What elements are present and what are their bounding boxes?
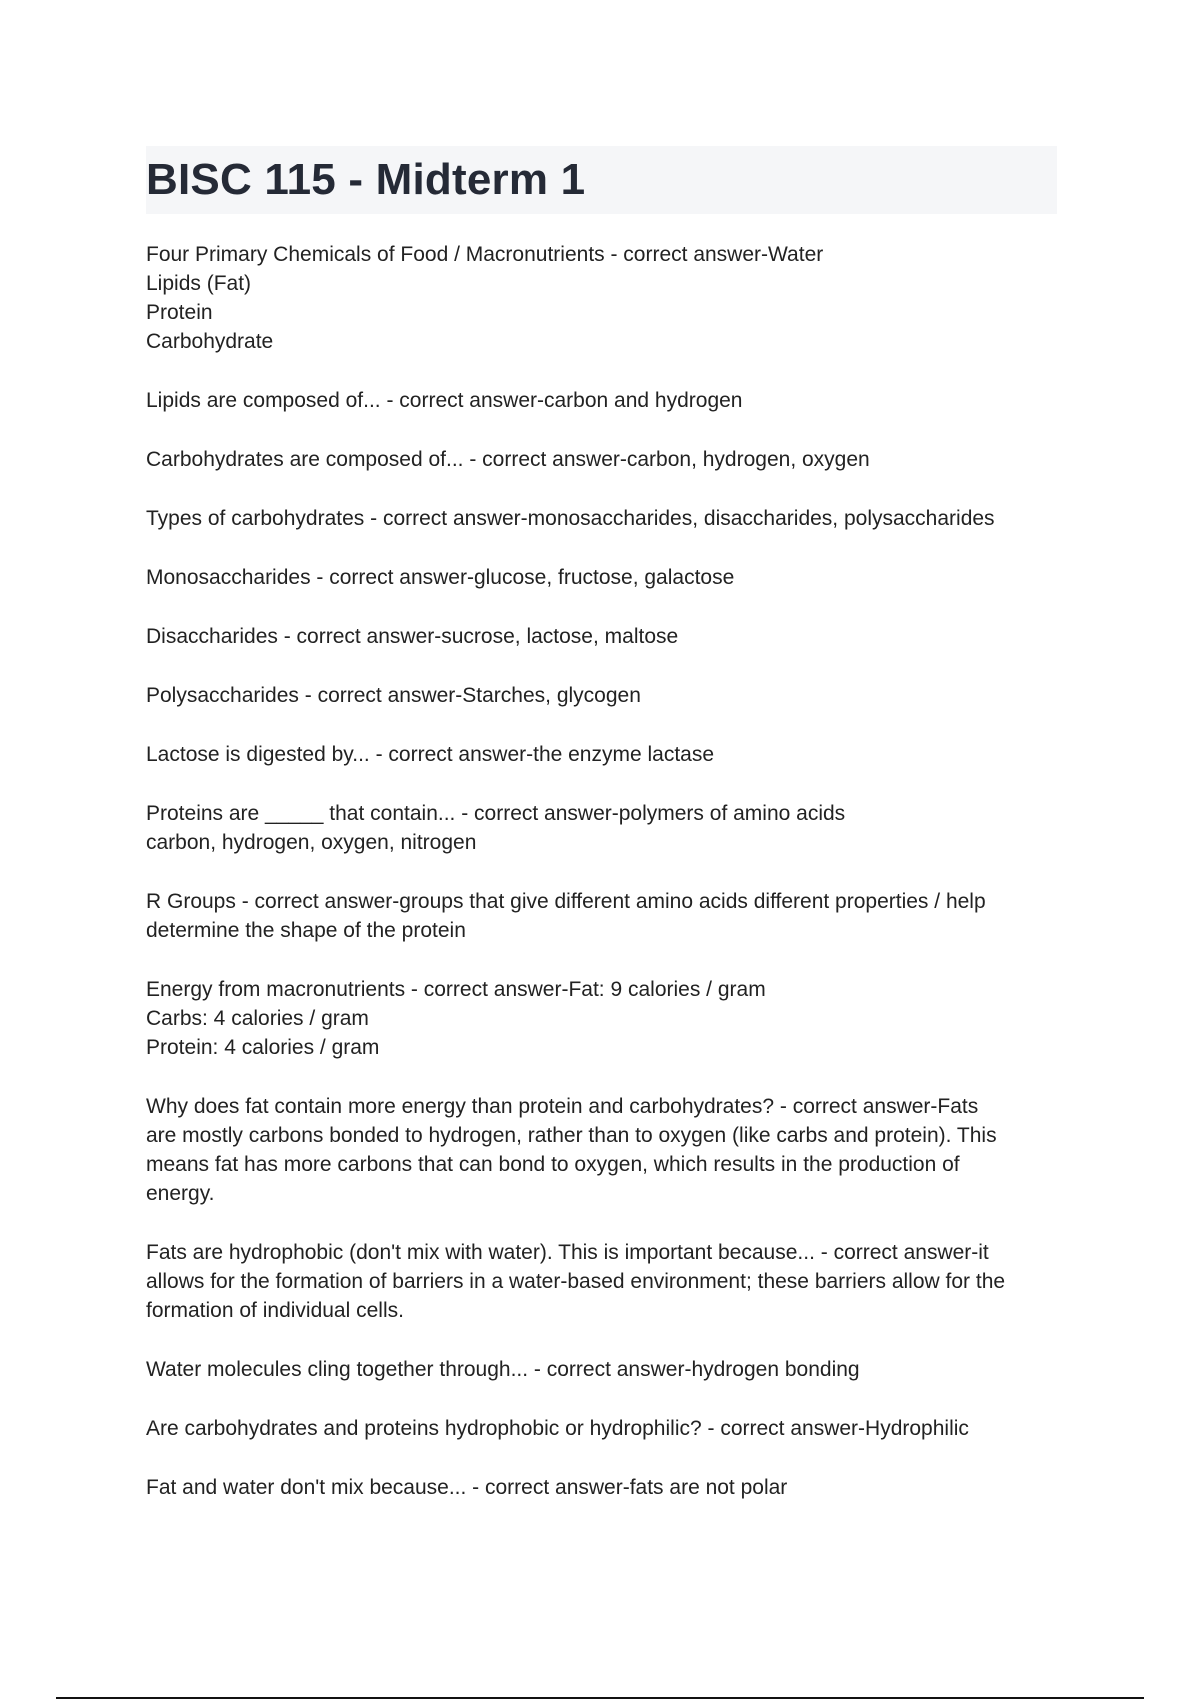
entry-line: Fats are hydrophobic (don't mix with water). This is important because... - correct answer-it: [146, 1241, 989, 1264]
flashcard-entry: [146, 445, 1066, 474]
entry-line: are mostly carbons bonded to hydrogen, rather than to oxygen (like carbs and protein). This: [146, 1124, 997, 1147]
entry-line: Disaccharides - correct answer-sucrose, lactose, maltose: [146, 625, 679, 648]
entry-line: Proteins are _____ that contain... - correct answer-polymers of amino acids: [146, 802, 846, 825]
entry-line: Lipids are composed of... - correct answer-carbon and hydrogen: [146, 389, 743, 412]
flashcard-entry: [146, 1092, 1066, 1208]
entry-line: energy.: [146, 1182, 215, 1205]
entry-line: Protein: 4 calories / gram: [146, 1036, 380, 1059]
flashcard-entry: [146, 622, 1066, 651]
flashcard-entry: [146, 1238, 1066, 1325]
entry-line: R Groups - correct answer-groups that give different amino acids different properties / help: [146, 890, 986, 913]
entry-line: Lipids (Fat): [146, 272, 252, 295]
flashcard-entry: [146, 1414, 1066, 1443]
entry-line: Carbohydrate: [146, 330, 274, 353]
entry-line: Carbohydrates are composed of... - correct answer-carbon, hydrogen, oxygen: [146, 448, 870, 471]
flashcard-entry: [146, 1355, 1066, 1384]
flashcard-entry: [146, 240, 1066, 356]
flashcard-entry: [146, 1473, 1066, 1502]
title-banner: [146, 146, 1057, 214]
footer-divider: [56, 1697, 1144, 1699]
flashcard-list: [146, 240, 1066, 1532]
flashcard-entry: [146, 887, 1066, 945]
entry-line: Lactose is digested by... - correct answer-the enzyme lactase: [146, 743, 715, 766]
flashcard-entry: [146, 504, 1066, 533]
entry-line: Carbs: 4 calories / gram: [146, 1007, 369, 1030]
entry-line: Energy from macronutrients - correct answer-Fat: 9 calories / gram: [146, 978, 766, 1001]
entry-line: Four Primary Chemicals of Food / Macronutrients - correct answer-Water: [146, 243, 824, 266]
entry-line: carbon, hydrogen, oxygen, nitrogen: [146, 831, 477, 854]
entry-line: Fat and water don't mix because... - correct answer-fats are not polar: [146, 1476, 788, 1499]
entry-line: determine the shape of the protein: [146, 919, 466, 942]
entry-line: means fat has more carbons that can bond to oxygen, which results in the production of: [146, 1153, 960, 1176]
flashcard-entry: [146, 740, 1066, 769]
flashcard-entry: [146, 975, 1066, 1062]
entry-line: Water molecules cling together through... - correct answer-hydrogen bonding: [146, 1358, 860, 1381]
flashcard-entry: [146, 681, 1066, 710]
entry-line: Are carbohydrates and proteins hydrophobic or hydrophilic? - correct answer-Hydrophilic: [146, 1417, 969, 1440]
entry-line: Why does fat contain more energy than protein and carbohydrates? - correct answer-Fats: [146, 1095, 979, 1118]
document-title: BISC 115 - Midterm 1: [146, 155, 586, 204]
flashcard-entry: [146, 563, 1066, 592]
entry-line: Monosaccharides - correct answer-glucose, fructose, galactose: [146, 566, 735, 589]
entry-line: Protein: [146, 301, 213, 324]
entry-line: allows for the formation of barriers in a water-based environment; these barriers allow for the: [146, 1270, 1006, 1293]
entry-line: Polysaccharides - correct answer-Starches, glycogen: [146, 684, 641, 707]
flashcard-entry: [146, 799, 1066, 857]
entry-line: formation of individual cells.: [146, 1299, 404, 1322]
flashcard-entry: [146, 386, 1066, 415]
entry-line: Types of carbohydrates - correct answer-monosaccharides, disaccharides, polysaccharides: [146, 507, 995, 530]
